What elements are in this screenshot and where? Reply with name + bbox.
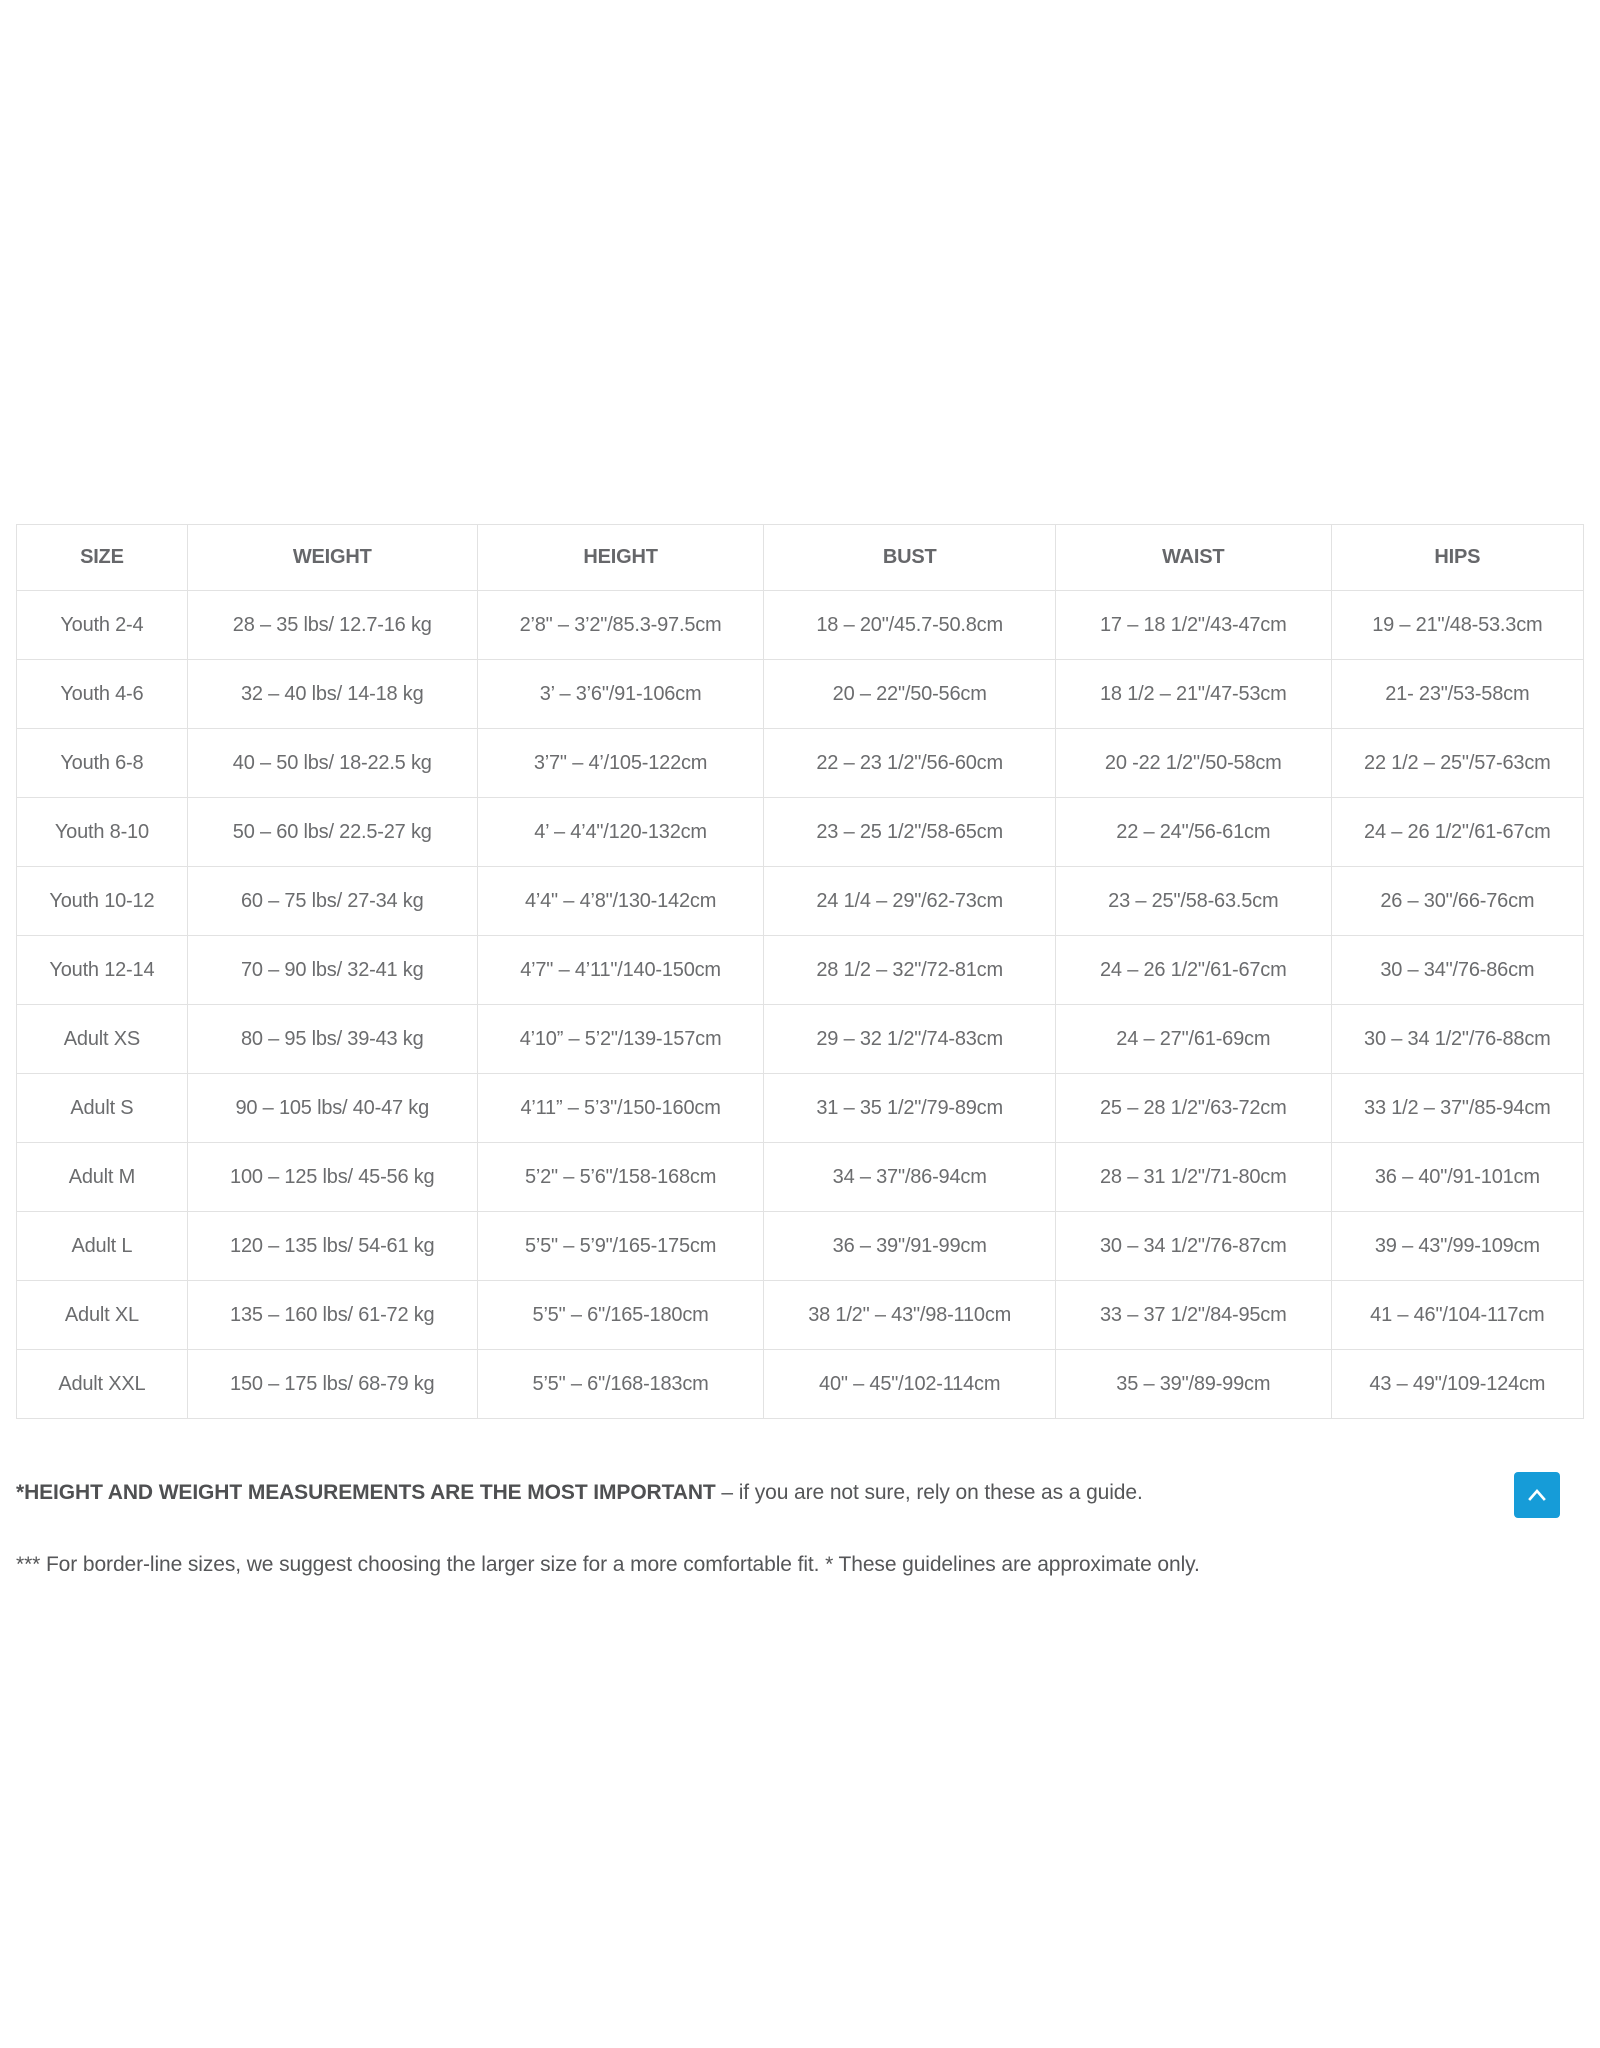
table-cell: 20 – 22"/50-56cm (764, 660, 1055, 729)
table-row (17, 660, 1584, 729)
size-cell: Youth 2-4 (17, 591, 188, 660)
table-cell: 22 – 23 1/2"/56-60cm (764, 729, 1055, 798)
note-borderline: *** For border-line sizes, we suggest choosing the larger size for a more comfortable fit. * These guidelines are approximate only. (16, 1553, 1200, 1576)
note-measurements (16, 1481, 1143, 1505)
column-header-size: SIZE (17, 525, 188, 591)
table-row (17, 1074, 1584, 1143)
table-cell: 38 1/2" – 43"/98-110cm (764, 1281, 1055, 1350)
table-cell: 43 – 49"/109-124cm (1331, 1350, 1583, 1419)
table-cell: 120 – 135 lbs/ 54-61 kg (187, 1212, 477, 1281)
size-cell: Adult XL (17, 1281, 188, 1350)
table-cell: 19 – 21"/48-53.3cm (1331, 591, 1583, 660)
table-row (17, 1350, 1584, 1419)
table-cell: 36 – 39"/91-99cm (764, 1212, 1055, 1281)
table-cell: 17 – 18 1/2"/43-47cm (1055, 591, 1331, 660)
table-cell: 28 – 35 lbs/ 12.7-16 kg (187, 591, 477, 660)
table-cell: 25 – 28 1/2"/63-72cm (1055, 1074, 1331, 1143)
size-cell: Youth 4-6 (17, 660, 188, 729)
table-cell: 18 – 20"/45.7-50.8cm (764, 591, 1055, 660)
table-cell: 3’ – 3’6"/91-106cm (477, 660, 764, 729)
table-cell: 35 – 39"/89-99cm (1055, 1350, 1331, 1419)
table-cell: 24 – 26 1/2"/61-67cm (1055, 936, 1331, 1005)
table-cell: 150 – 175 lbs/ 68-79 kg (187, 1350, 477, 1419)
table-cell: 30 – 34"/76-86cm (1331, 936, 1583, 1005)
table-cell: 26 – 30"/66-76cm (1331, 867, 1583, 936)
table-cell: 18 1/2 – 21"/47-53cm (1055, 660, 1331, 729)
column-header-bust: BUST (764, 525, 1055, 591)
table-cell: 36 – 40"/91-101cm (1331, 1143, 1583, 1212)
table-cell: 4’7" – 4’11"/140-150cm (477, 936, 764, 1005)
table-cell: 3’7" – 4’/105-122cm (477, 729, 764, 798)
chevron-up-icon (1523, 1481, 1551, 1509)
table-row (17, 936, 1584, 1005)
table-cell: 23 – 25"/58-63.5cm (1055, 867, 1331, 936)
table-cell: 33 1/2 – 37"/85-94cm (1331, 1074, 1583, 1143)
table-cell: 22 1/2 – 25"/57-63cm (1331, 729, 1583, 798)
table-row (17, 591, 1584, 660)
column-header-weight: WEIGHT (187, 525, 477, 591)
table-cell: 5’5" – 6"/168-183cm (477, 1350, 764, 1419)
table-cell: 135 – 160 lbs/ 61-72 kg (187, 1281, 477, 1350)
table-cell: 34 – 37"/86-94cm (764, 1143, 1055, 1212)
size-cell: Youth 12-14 (17, 936, 188, 1005)
size-cell: Youth 10-12 (17, 867, 188, 936)
table-cell: 5’5" – 6"/165-180cm (477, 1281, 764, 1350)
note-measurements-bold: *HEIGHT AND WEIGHT MEASUREMENTS ARE THE MOST IMPORTANT (16, 1481, 716, 1504)
table-cell: 28 1/2 – 32"/72-81cm (764, 936, 1055, 1005)
size-chart-section (16, 524, 1584, 1419)
table-cell: 70 – 90 lbs/ 32-41 kg (187, 936, 477, 1005)
size-cell: Adult M (17, 1143, 188, 1212)
column-header-height: HEIGHT (477, 525, 764, 591)
table-row (17, 729, 1584, 798)
table-cell: 41 – 46"/104-117cm (1331, 1281, 1583, 1350)
table-cell: 31 – 35 1/2"/79-89cm (764, 1074, 1055, 1143)
size-chart-table (16, 524, 1584, 1419)
note-measurements-rest: – if you are not sure, rely on these as a guide. (715, 1481, 1143, 1504)
table-row (17, 1281, 1584, 1350)
table-cell: 20 -22 1/2"/50-58cm (1055, 729, 1331, 798)
table-cell: 60 – 75 lbs/ 27-34 kg (187, 867, 477, 936)
table-cell: 29 – 32 1/2"/74-83cm (764, 1005, 1055, 1074)
table-cell: 30 – 34 1/2"/76-88cm (1331, 1005, 1583, 1074)
table-row (17, 867, 1584, 936)
table-cell: 80 – 95 lbs/ 39-43 kg (187, 1005, 477, 1074)
size-cell: Youth 6-8 (17, 729, 188, 798)
table-cell: 24 – 26 1/2"/61-67cm (1331, 798, 1583, 867)
scroll-to-top-button[interactable] (1514, 1472, 1560, 1518)
table-cell: 50 – 60 lbs/ 22.5-27 kg (187, 798, 477, 867)
table-cell: 22 – 24"/56-61cm (1055, 798, 1331, 867)
size-cell: Adult XXL (17, 1350, 188, 1419)
table-cell: 5’2" – 5’6"/158-168cm (477, 1143, 764, 1212)
table-cell: 28 – 31 1/2"/71-80cm (1055, 1143, 1331, 1212)
table-cell: 39 – 43"/99-109cm (1331, 1212, 1583, 1281)
size-cell: Adult L (17, 1212, 188, 1281)
size-cell: Adult XS (17, 1005, 188, 1074)
table-cell: 4’10” – 5’2"/139-157cm (477, 1005, 764, 1074)
size-cell: Adult S (17, 1074, 188, 1143)
table-cell: 2’8" – 3’2"/85.3-97.5cm (477, 591, 764, 660)
table-cell: 5’5" – 5’9"/165-175cm (477, 1212, 764, 1281)
column-header-waist: WAIST (1055, 525, 1331, 591)
table-cell: 30 – 34 1/2"/76-87cm (1055, 1212, 1331, 1281)
table-cell: 24 1/4 – 29"/62-73cm (764, 867, 1055, 936)
table-row (17, 525, 1584, 591)
table-row (17, 1143, 1584, 1212)
table-cell: 90 – 105 lbs/ 40-47 kg (187, 1074, 477, 1143)
table-row (17, 1212, 1584, 1281)
table-cell: 40" – 45"/102-114cm (764, 1350, 1055, 1419)
table-row (17, 1005, 1584, 1074)
table-cell: 4’ – 4’4"/120-132cm (477, 798, 764, 867)
column-header-hips: HIPS (1331, 525, 1583, 591)
table-cell: 24 – 27"/61-69cm (1055, 1005, 1331, 1074)
table-cell: 100 – 125 lbs/ 45-56 kg (187, 1143, 477, 1212)
table-cell: 33 – 37 1/2"/84-95cm (1055, 1281, 1331, 1350)
size-cell: Youth 8-10 (17, 798, 188, 867)
table-cell: 40 – 50 lbs/ 18-22.5 kg (187, 729, 477, 798)
table-cell: 4’11” – 5’3"/150-160cm (477, 1074, 764, 1143)
table-cell: 4’4" – 4’8"/130-142cm (477, 867, 764, 936)
table-cell: 32 – 40 lbs/ 14-18 kg (187, 660, 477, 729)
table-header-row (17, 525, 1584, 591)
table-body (17, 591, 1584, 1419)
table-cell: 23 – 25 1/2"/58-65cm (764, 798, 1055, 867)
table-cell: 21- 23"/53-58cm (1331, 660, 1583, 729)
table-row (17, 798, 1584, 867)
